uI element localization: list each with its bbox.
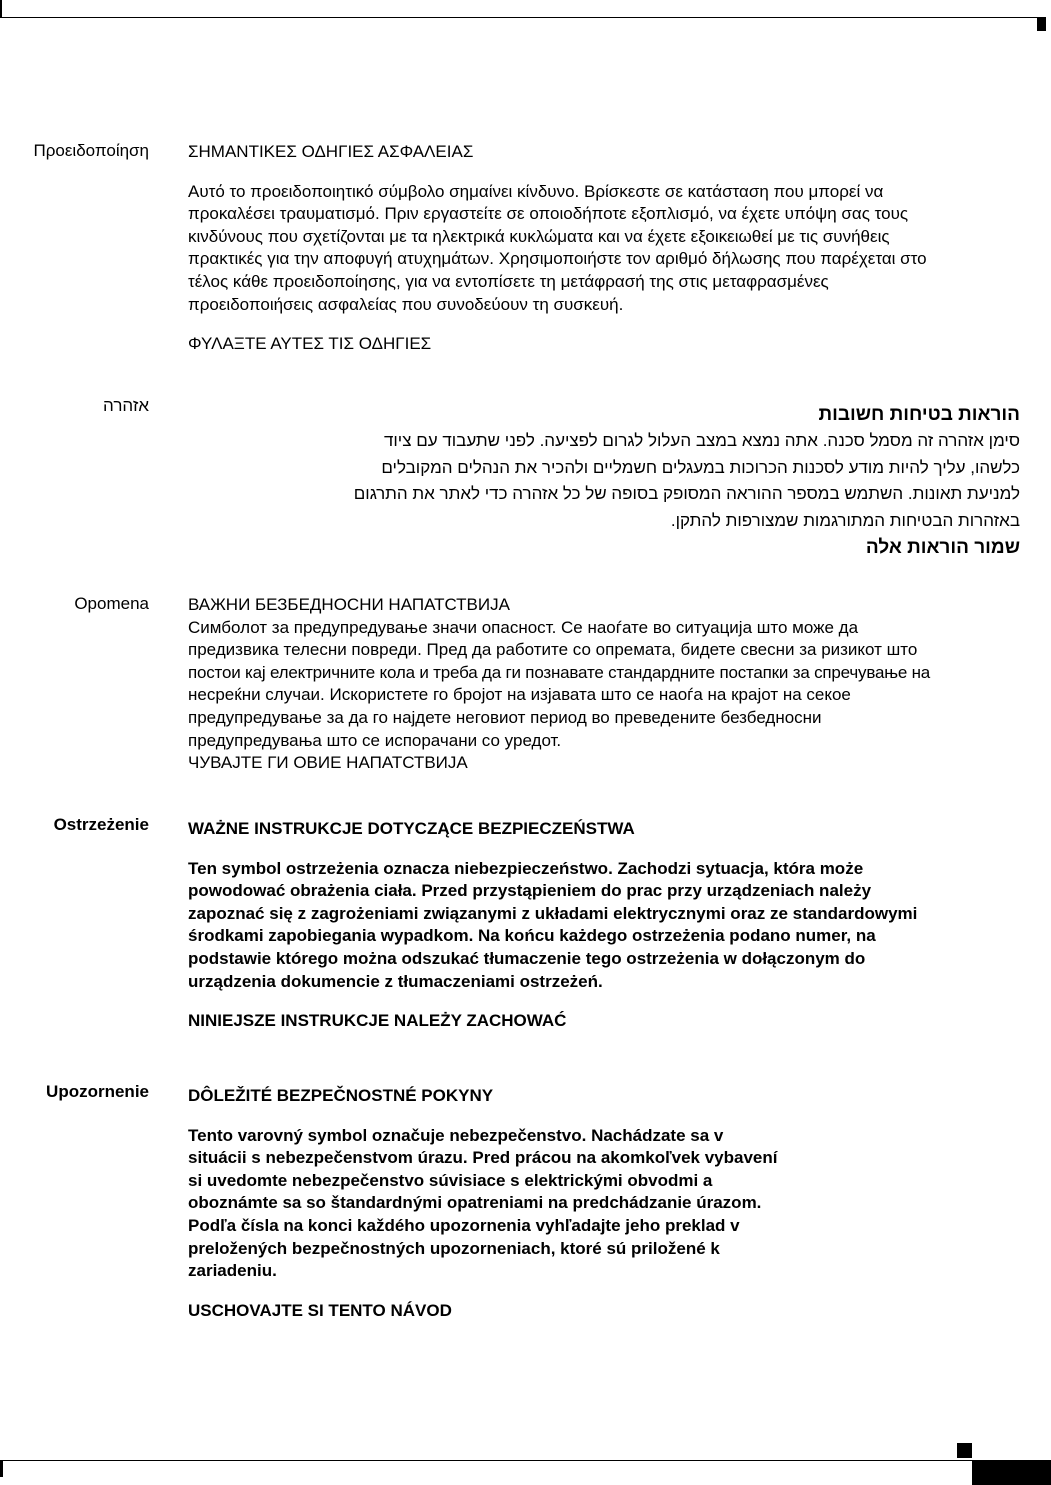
section-line: podstawie którego można odszukać tłumaczenie tego ostrzeżenia w dołączonym do (188, 948, 866, 968)
section-label: Προειδοποίηση (33, 141, 149, 160)
section-line: zapoznać się z zagrożeniami związanymi z układami elektrycznymi oraz ze standardowymi (188, 903, 918, 923)
section-title: הוראות בטיחות חשובות (818, 404, 1020, 425)
section-line: środkami zapobiegania wypadkom. Na końcu każdego ostrzeżenia podano numer, na (188, 926, 876, 946)
section-line: oboznámte sa so štandardnými opatreniami na predchádzanie úrazom. (188, 1193, 762, 1213)
section-line: preložených bezpečnostných upozorneniach, ktoré sú priložené k (188, 1238, 720, 1258)
section-footer: ΦΥΛΑΞΤΕ ΑΥΤΕΣ ΤΙΣ ΟΔΗΓΙΕΣ (188, 334, 432, 354)
section-label: Upozornenie (46, 1082, 149, 1101)
section-line: προκαλέσει τραυματισμό. Πριν εργαστείτε σε οποιοδήποτε εξοπλισμό, να έχετε υπόψη σας τους (188, 204, 909, 224)
section-title: WAŻNE INSTRUKCJE DOTYCZĄCE BEZPIECZEŃSTWA (188, 819, 635, 838)
section-content (188, 141, 1038, 356)
section-line: סימן אזהרה זה מסמל סכנה. אתה נמצא במצב העלול לגרום לפציעה. לפני שתעבוד עם ציוד (383, 431, 1020, 450)
section-line: πρακτικές για την αποφυγή ατυχημάτων. Χρησιμοποιήστε τον αριθμό δήλωσης που παρέχεται στο (188, 249, 927, 269)
section-line: Αυτό το προειδοποιητικό σύμβολο σημαίνει κίνδυνο. Βρίσκεστε σε κατάσταση που μπορεί να (188, 181, 884, 201)
section-line: zariadeniu. (188, 1261, 277, 1281)
bottom-right-marker (957, 1443, 972, 1458)
section-line: предупредувања што се испорачани со уредот. (188, 730, 562, 750)
section-footer: ЧУВАЈТЕ ГИ ОВИЕ НАПАТСТВИЈА (188, 753, 468, 773)
section-footer: שמור הוראות אלה (865, 537, 1020, 558)
section-line: si uvedomte nebezpečenstvo súvisiace s elektrickými obvodmi a (188, 1170, 713, 1190)
section-content (190, 401, 1020, 561)
section-line: Симболот за предупредување значи опасност. Се наоѓате во ситуација што може да (188, 617, 859, 637)
bottom-rule (0, 1460, 972, 1461)
section-line: Tento varovný symbol označuje nebezpečenstvo. Nachádzate sa v (188, 1125, 724, 1145)
section-line: несреќни случаи. Искористете го бројот на изјавата што се наоѓа на крајот на секое (188, 685, 851, 705)
section-line: предизвика телесни повреди. Пред да работите со опремата, бидете свесни за ризикот што (188, 640, 918, 660)
section-footer: USCHOVAJTE SI TENTO NÁVOD (188, 1300, 452, 1320)
section-content (188, 1085, 1038, 1322)
section-line: powodować obrażenia ciała. Przed przystąpieniem do prac przy urządzeniach należy (188, 881, 872, 901)
section-line: προειδοποιήσεις ασφαλείας που συνοδεύουν τη συσκευή. (188, 294, 624, 314)
section-line: Ten symbol ostrzeżenia oznacza niebezpieczeństwo. Zachodzi sytuacja, która może (188, 858, 864, 878)
section-footer: NINIEJSZE INSTRUKCJE NALEŻY ZACHOWAĆ (188, 1011, 567, 1031)
top-rule (0, 17, 1037, 18)
section-content (188, 818, 1038, 1033)
section-title: ВАЖНИ БЕЗБЕДНОСНИ НАПАТСТВИЈА (188, 595, 510, 614)
section-line: urządzenia dokumencie z tłumaczeniami ostrzeżeń. (188, 971, 603, 991)
section-line: постои кај електричните кола и треба да ги познавате стандардните постапки за спречување на (188, 662, 931, 682)
section-line: κινδύνους που σχετίζονται με τα ηλεκτρικά κυκλώματα και να έχετε εξοικειωθεί με τις συνήθεις (188, 226, 890, 246)
top-right-marker (1037, 17, 1046, 31)
section-label: Ostrzeżenie (53, 815, 149, 834)
section-line: предупредување за да го најдете неговиот период во преведените безбедносни (188, 707, 822, 727)
top-left-tick (0, 0, 2, 18)
bottom-right-block (972, 1460, 1051, 1485)
section-label: אזהרה (103, 396, 149, 415)
section-label: Opomena (74, 594, 149, 613)
section-line: באזהרות הבטיחות המתורגמות שמצורפות להתקן. (670, 510, 1020, 530)
section-line: Podľa čísla na konci každého upozornenia vyhľadajte jeho preklad v (188, 1215, 740, 1235)
section-title: ΣΗΜΑΝΤΙΚΕΣ ΟΔΗΓΙΕΣ ΑΣΦΑΛΕΙΑΣ (188, 142, 474, 161)
section-line: τέλος κάθε προειδοποίησης, για να εντοπίσετε τη μετάφρασή της στις μεταφρασμένες (188, 271, 829, 291)
section-title: DÔLEŽITÉ BEZPEČNOSTNÉ POKYNY (188, 1086, 494, 1105)
section-line: situácii s nebezpečenstvom úrazu. Pred prácou na akomkoľvek vybavení (188, 1148, 778, 1168)
section-line: למניעת תאונות. השתמש במספר ההוראה המסופק בסופה של כל אזהרה כדי לאתר את התרגום (353, 484, 1020, 503)
section-line: כלשהו, עליך להיות מודע לסכנות הכרוכות במעגלים חשמליים ולהכיר את הנהלים המקובלים (381, 457, 1020, 477)
bottom-left-tick (0, 1460, 3, 1477)
section-content (188, 594, 1048, 775)
